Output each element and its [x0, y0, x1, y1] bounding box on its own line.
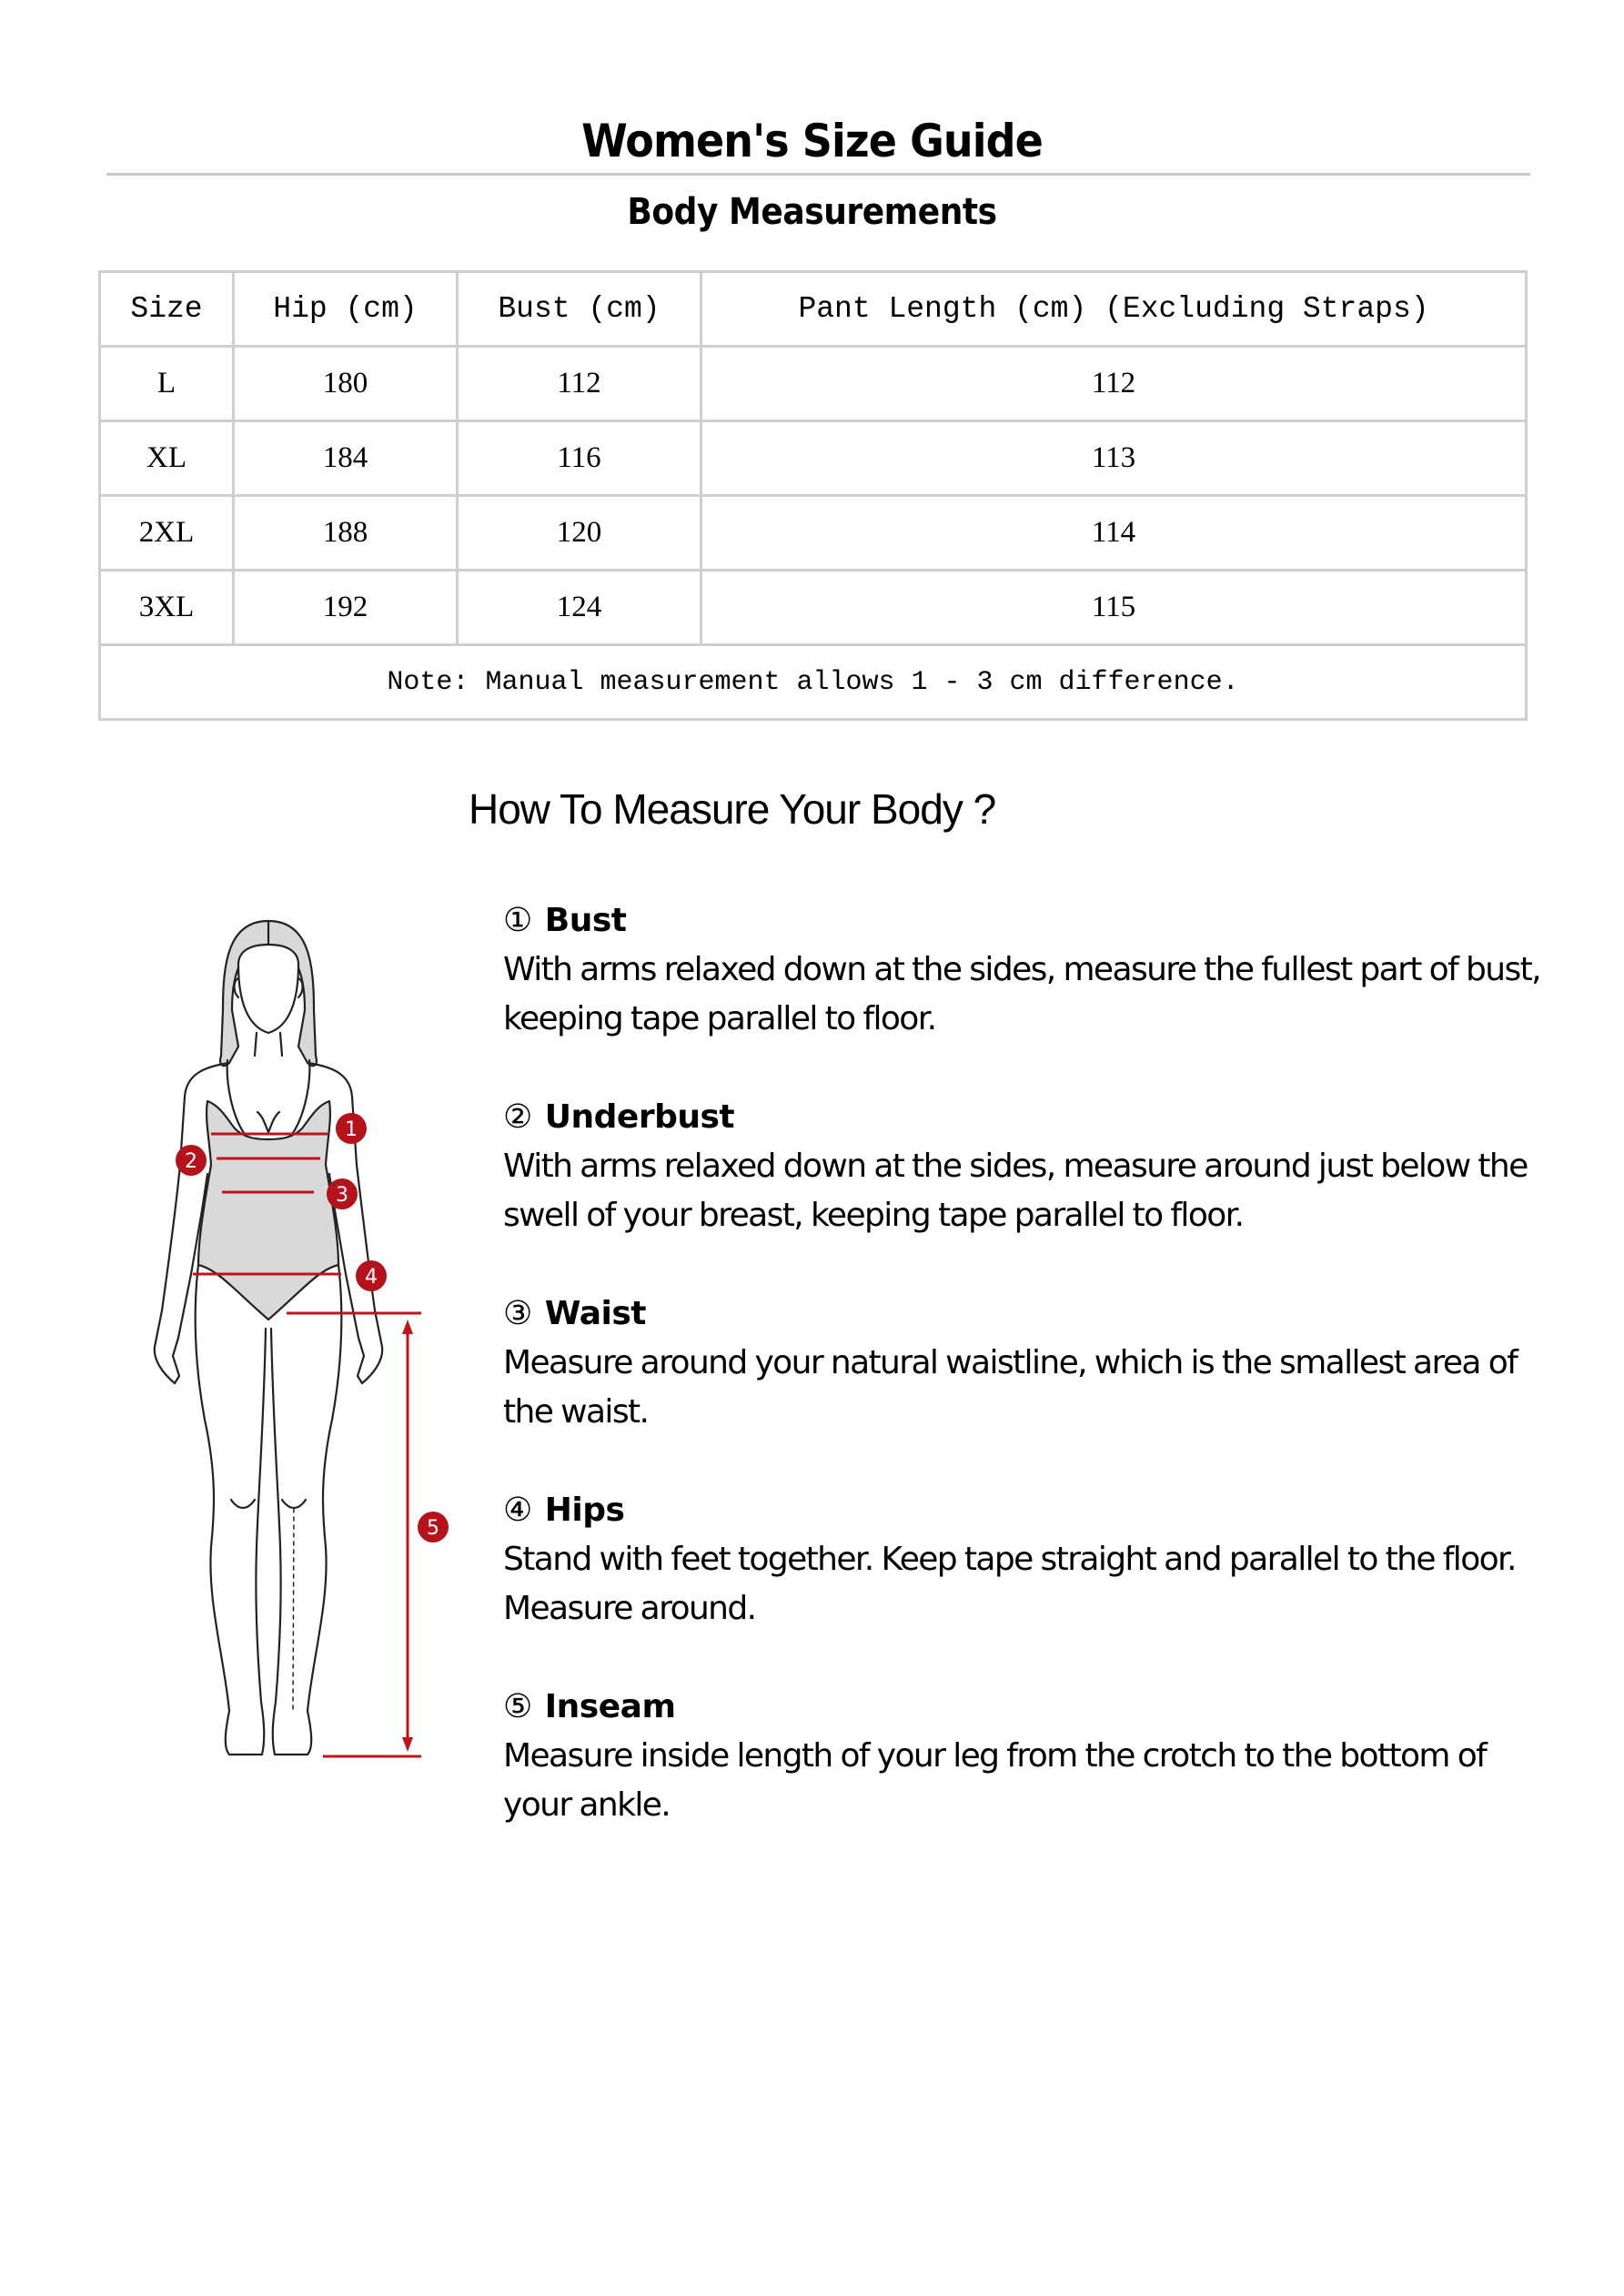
step-waist	[503, 1290, 1540, 1486]
cell-size: 3XL	[100, 571, 234, 645]
table-row	[100, 571, 1527, 645]
cell-bust: 124	[458, 571, 701, 645]
step-number-5: ⑤	[503, 1688, 532, 1725]
page-title: Women's Size Guide	[581, 115, 1043, 167]
cell-pant-length: 113	[701, 421, 1527, 496]
step-label: Hips	[544, 1492, 625, 1529]
marker-2	[176, 1145, 207, 1176]
cell-pant-length: 114	[701, 496, 1527, 571]
size-table	[98, 270, 1528, 721]
cell-hip: 188	[234, 496, 458, 571]
table-row	[100, 421, 1527, 496]
step-label: Inseam	[544, 1688, 676, 1725]
step-description: Stand with feet together. Keep tape straight and parallel to the floor. Measure around.	[503, 1541, 1516, 1627]
step-description: With arms relaxed down at the sides, measure the fullest part of bust, keeping tape parallel to floor.	[503, 951, 1540, 1037]
marker-1	[336, 1113, 367, 1144]
marker-3	[327, 1178, 358, 1209]
step-description: With arms relaxed down at the sides, measure around just below the swell of your breast, keeping tape parallel to floor.	[503, 1148, 1528, 1234]
cell-hip: 180	[234, 347, 458, 421]
cell-bust: 120	[458, 496, 701, 571]
column-header-hip: Hip (cm)	[234, 272, 458, 347]
cell-size: XL	[100, 421, 234, 496]
table-note-row	[100, 645, 1527, 720]
svg-text:2: 2	[185, 1150, 197, 1173]
step-number-4: ④	[503, 1492, 532, 1529]
step-number-2: ②	[503, 1098, 532, 1136]
svg-text:4: 4	[365, 1266, 378, 1289]
table-row	[100, 347, 1527, 421]
cell-size: 2XL	[100, 496, 234, 571]
step-label: Underbust	[544, 1098, 735, 1136]
svg-text:1: 1	[345, 1118, 358, 1141]
title-divider	[106, 173, 1530, 176]
cell-pant-length: 115	[701, 571, 1527, 645]
step-inseam	[503, 1683, 1540, 1879]
cell-bust: 112	[458, 347, 701, 421]
column-header-size: Size	[100, 272, 234, 347]
step-number-3: ③	[503, 1295, 532, 1332]
cell-bust: 116	[458, 421, 701, 496]
step-label: Waist	[544, 1295, 646, 1332]
step-underbust	[503, 1093, 1540, 1290]
cell-hip: 192	[234, 571, 458, 645]
measurement-steps	[503, 896, 1540, 1879]
cell-size: L	[100, 347, 234, 421]
column-header-pant-length: Pant Length (cm) (Excluding Straps)	[701, 272, 1527, 347]
cell-pant-length: 112	[701, 347, 1527, 421]
step-label: Bust	[544, 902, 627, 939]
step-number-1: ①	[503, 902, 532, 939]
column-header-bust: Bust (cm)	[458, 272, 701, 347]
step-hips	[503, 1486, 1540, 1683]
section-title-body-measurements: Body Measurements	[627, 191, 997, 233]
cell-hip: 184	[234, 421, 458, 496]
svg-text:5: 5	[427, 1517, 439, 1540]
step-bust	[503, 896, 1540, 1093]
measurement-note: Note: Manual measurement allows 1 - 3 cm difference.	[100, 645, 1527, 720]
marker-4	[356, 1260, 387, 1291]
step-description: Measure around your natural waistline, which is the smallest area of the waist.	[503, 1344, 1518, 1431]
svg-text:3: 3	[336, 1184, 348, 1207]
step-description: Measure inside length of your leg from the crotch to the bottom of your ankle.	[503, 1737, 1487, 1824]
body-measurement-figure-icon	[136, 901, 500, 1793]
how-to-measure-title: How To Measure Your Body ?	[469, 785, 996, 833]
marker-5	[418, 1512, 449, 1542]
table-row	[100, 496, 1527, 571]
table-header-row	[100, 272, 1527, 347]
